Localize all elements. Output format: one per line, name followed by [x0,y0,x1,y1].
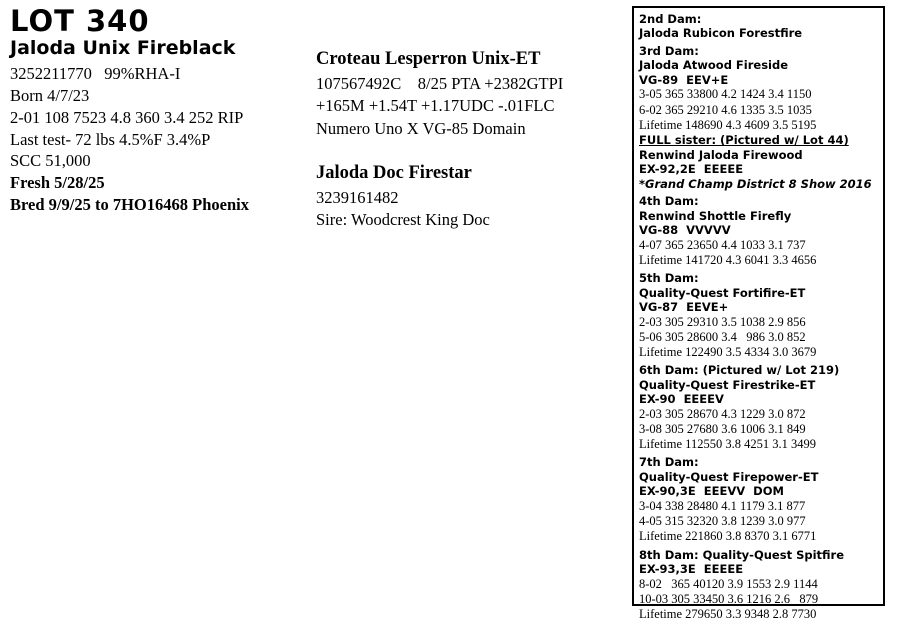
pedigree-production-record: Lifetime 148690 4.3 4609 3.5 5195 [639,117,817,132]
lot-detail-line: 3252211770 99%RHA-I [10,64,181,84]
pedigree-classification: VG-88 VVVVV [639,223,731,238]
pedigree-classification: EX-90,3E EEEVV DOM [639,484,784,499]
pedigree-production-record: 4-05 315 32320 3.8 1239 3.0 977 [639,514,806,529]
pedigree-generation-block [639,194,878,268]
pedigree-generation-label: 8th Dam: Quality-Quest Spitfire [639,547,845,562]
pedigree-generation-label: 3rd Dam: [639,43,699,58]
sire-spacer [316,140,611,162]
pedigree-production-record: 10-03 305 33450 3.6 1216 2.6 879 [639,591,819,606]
pedigree-generation-label: 4th Dam: [639,194,699,209]
animal-name: Jaloda Unix Fireblack [10,37,236,60]
pedigree-generation-block [639,12,878,41]
sire-detail-line: 3239161482 [316,188,399,208]
pedigree-generation-block [639,548,878,622]
pedigree-generation-label: 5th Dam: [639,271,699,286]
pedigree-generation-block [639,363,878,452]
lot-detail-line: Fresh 5/28/25 [10,173,105,193]
sire-detail-line: 107567492C 8/25 PTA +2382GTPI [316,74,564,94]
lot-info-column [10,6,310,216]
pedigree-production-record: 3-08 305 27680 3.6 1006 3.1 849 [639,421,806,436]
pedigree-generation-block [639,271,878,360]
pedigree-dam-name: Jaloda Atwood Fireside [639,58,789,73]
pedigree-production-record: Lifetime 141720 4.3 6041 3.3 4656 [639,252,817,267]
lot-detail-line: 2-01 108 7523 4.8 360 3.4 252 RIP [10,107,244,127]
pedigree-dam-name: Renwind Shottle Firefly [639,208,792,223]
pedigree-generation-label: 2nd Dam: [639,12,702,26]
sire-detail-line: +165M +1.54T +1.17UDC -.01FLC [316,96,555,116]
lot-detail-line: Born 4/7/23 [10,86,90,106]
pedigree-classification: EX-90 EEEEV [639,392,724,407]
pedigree-production-record: 2-03 305 28670 4.3 1229 3.0 872 [639,406,806,421]
pedigree-production-record: 3-04 338 28480 4.1 1179 3.1 877 [639,498,806,513]
sire-detail-line: Numero Uno X VG-85 Domain [316,118,526,138]
pedigree-note: EX-92,2E EEEEE [639,162,744,177]
lot-detail-line: Bred 9/9/25 to 7HO16468 Phoenix [10,194,249,214]
pedigree-dam-name: Quality-Quest Firepower-ET [639,469,819,484]
pedigree-production-record: 5-06 305 28600 3.4 986 3.0 852 [639,329,806,344]
pedigree-production-record: 2-03 305 29310 3.5 1038 2.9 856 [639,314,806,329]
pedigree-dam-name: Jaloda Rubicon Forestfire [639,26,803,41]
pedigree-dam-name: Quality-Quest Fortifire-ET [639,285,806,300]
pedigree-production-record: Lifetime 221860 3.8 8370 3.1 6771 [639,529,817,544]
lot-detail-lines [10,63,310,215]
pedigree-classification: VG-89 EEV+E [639,72,729,87]
pedigree-classification: VG-87 EEVE+ [639,300,729,315]
lot-detail-line: Last test- 72 lbs 4.5%F 3.4%P [10,129,211,149]
pedigree-note: *Grand Champ District 8 Show 2016 [639,176,872,191]
lot-detail-line: SCC 51,000 [10,151,91,171]
pedigree-production-record: 3-05 365 33800 4.2 1424 3.4 1150 [639,87,812,102]
pedigree-note: Renwind Jaloda Firewood [639,147,803,162]
pedigree-dam-name: EX-93,3E EEEEE [639,562,744,577]
pedigree-production-record: Lifetime 112550 3.8 4251 3.1 3499 [639,437,816,452]
pedigree-generation-block [639,455,878,544]
sire-name: Jaloda Doc Firestar [316,162,472,183]
pedigree-generation-block [639,44,878,191]
pedigree-note: FULL sister: (Pictured w/ Lot 44) [639,133,849,148]
sire-column [316,48,611,232]
pedigree-production-record: 8-02 365 40120 3.9 1553 2.9 1144 [639,576,818,591]
pedigree-box [632,6,885,622]
pedigree-production-record: 4-07 365 23650 4.4 1033 3.1 737 [639,237,806,252]
sire-name: Croteau Lesperron Unix-ET [316,49,541,69]
pedigree-generation-label: 7th Dam: [639,455,699,470]
pedigree-production-record: 6-02 365 29210 4.6 1335 3.5 1035 [639,102,812,117]
lot-number: LOT 340 [10,4,150,38]
pedigree-generation-label: 6th Dam: (Pictured w/ Lot 219) [639,363,840,378]
pedigree-production-record: Lifetime 122490 3.5 4334 3.0 3679 [639,345,817,360]
sire-detail-line: Sire: Woodcrest King Doc [316,210,490,230]
pedigree-dam-name: Quality-Quest Firestrike-ET [639,377,816,392]
pedigree-production-record: Lifetime 279650 3.3 9348 2.8 7730 [639,607,817,622]
